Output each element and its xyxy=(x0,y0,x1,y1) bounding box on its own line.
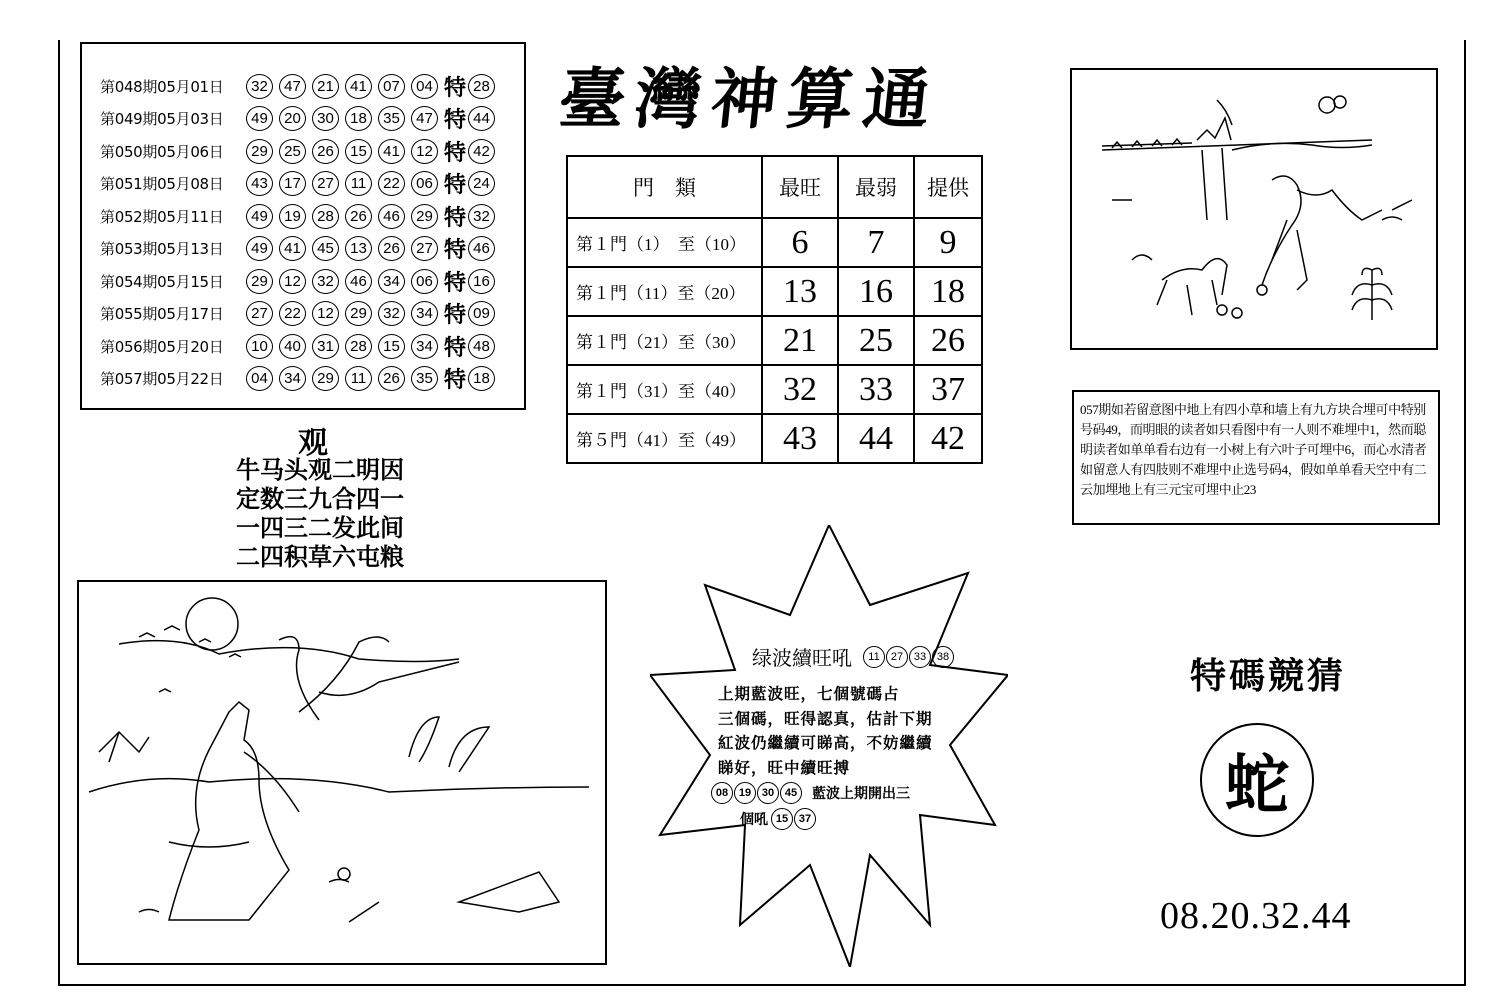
special-ball: 16 xyxy=(468,269,495,294)
draw-row xyxy=(100,135,524,168)
ball: 29 xyxy=(312,366,339,391)
ball: 27 xyxy=(886,646,908,668)
row-offer: 18 xyxy=(914,267,982,316)
ball: 38 xyxy=(932,646,954,668)
special-label: 特 xyxy=(444,237,467,264)
header-worst: 最弱 xyxy=(838,156,914,218)
ball: 28 xyxy=(345,334,372,359)
ball: 33 xyxy=(909,646,931,668)
draw-label: 第048期05月01日 xyxy=(100,77,224,96)
table-row xyxy=(567,316,982,365)
ball: 25 xyxy=(279,139,306,164)
special-label: 特 xyxy=(444,139,467,166)
ball: 10 xyxy=(246,334,273,359)
special-ball: 09 xyxy=(468,301,495,326)
ball: 27 xyxy=(411,236,438,261)
hint-text-box: 057期如若留意图中地上有四小草和墙上有九方块合埋可中特别号码49，而明眼的读者如只看图中有一人则不难埋中1，然而聪明读者如单单看右边有一小树上有六叶子可埋中6，而心水清者如留意人有四肢则不难埋中止选号码4，假如单单看天空中有二云加埋地上有三元宝可埋中止23 xyxy=(1072,390,1440,525)
illustration-scholar xyxy=(77,580,607,965)
table-row xyxy=(567,218,982,267)
ball: 49 xyxy=(246,236,273,261)
ball: 40 xyxy=(279,334,306,359)
draw-label: 第055期05月17日 xyxy=(100,305,224,324)
ball: 41 xyxy=(345,74,372,99)
draw-row xyxy=(100,363,524,396)
ball: 08 xyxy=(711,782,733,804)
poem-title: 观 xyxy=(298,426,328,461)
star-body xyxy=(718,682,933,780)
draw-row xyxy=(100,330,524,363)
row-label: 第１門（11）至（20） xyxy=(567,267,762,316)
header-category: 門 類 xyxy=(567,156,762,218)
ball: 29 xyxy=(246,269,273,294)
ball: 32 xyxy=(246,74,273,99)
special-label: 特 xyxy=(444,367,467,394)
special-label: 特 xyxy=(444,302,467,329)
recommended-numbers: 08.20.32.44 xyxy=(1160,895,1352,937)
row-worst: 33 xyxy=(838,365,914,414)
ball: 04 xyxy=(246,366,273,391)
special-label: 特 xyxy=(444,74,467,101)
special-ball: 24 xyxy=(468,171,495,196)
draw-label: 第057期05月22日 xyxy=(100,370,224,389)
row-worst: 16 xyxy=(838,267,914,316)
ball: 21 xyxy=(312,74,339,99)
ball: 12 xyxy=(411,139,438,164)
ball: 26 xyxy=(345,204,372,229)
ball: 15 xyxy=(771,808,793,830)
row-label: 第５門（41）至（49） xyxy=(567,414,762,463)
draw-label: 第050期05月06日 xyxy=(100,142,224,161)
row-offer: 37 xyxy=(914,365,982,414)
ball: 26 xyxy=(378,366,405,391)
row-label: 第１門（21）至（30） xyxy=(567,316,762,365)
ball: 43 xyxy=(246,171,273,196)
star-heading-text: 绿波續旺吼 xyxy=(752,646,852,670)
ball: 34 xyxy=(378,269,405,294)
special-label: 特 xyxy=(444,269,467,296)
ball: 19 xyxy=(734,782,756,804)
star-line: 睇好，旺中續旺搏 xyxy=(718,757,851,777)
draw-row xyxy=(100,200,524,233)
row-best: 13 xyxy=(762,267,838,316)
row-best: 43 xyxy=(762,414,838,463)
draw-row xyxy=(100,233,524,266)
ball: 32 xyxy=(312,269,339,294)
ball: 46 xyxy=(345,269,372,294)
ball: 34 xyxy=(279,366,306,391)
star-line: 三個碼，旺得認真，估計下期 xyxy=(718,708,933,728)
poem-line: 一四三二发此间 xyxy=(236,513,404,542)
ball: 41 xyxy=(279,236,306,261)
poem xyxy=(236,455,404,571)
draw-results-box xyxy=(80,42,526,410)
courtyard-drawing xyxy=(1072,70,1436,348)
ball: 06 xyxy=(411,269,438,294)
ball: 11 xyxy=(863,646,885,668)
ball: 18 xyxy=(345,106,372,131)
star-heading xyxy=(752,642,954,671)
table-row xyxy=(567,365,982,414)
ball: 04 xyxy=(411,74,438,99)
ball: 11 xyxy=(345,171,372,196)
star-foot2-text: 個吼 xyxy=(740,812,768,828)
row-label: 第１門（31）至（40） xyxy=(567,365,762,414)
special-ball: 18 xyxy=(468,366,495,391)
ball: 29 xyxy=(411,204,438,229)
draw-label: 第049期05月03日 xyxy=(100,110,224,129)
ball: 12 xyxy=(279,269,306,294)
row-label: 第１門（1） 至（10） xyxy=(567,218,762,267)
special-label: 特 xyxy=(444,172,467,199)
draw-label: 第056期05月20日 xyxy=(100,337,224,356)
zodiac-circle: 蛇 xyxy=(1200,723,1314,837)
draw-row xyxy=(100,103,524,136)
row-worst: 44 xyxy=(838,414,914,463)
draw-label: 第053期05月13日 xyxy=(100,240,224,259)
star-line: 上期藍波旺，七個號碼占 xyxy=(718,684,900,703)
star-line: 紅波仍繼續可睇高，不妨繼續 xyxy=(718,733,933,752)
ball: 47 xyxy=(411,106,438,131)
special-ball: 44 xyxy=(468,106,495,131)
draw-label: 第052期05月11日 xyxy=(100,207,224,226)
draw-row xyxy=(100,70,524,103)
ball: 19 xyxy=(279,204,306,229)
table-row xyxy=(567,267,982,316)
ball: 46 xyxy=(378,204,405,229)
special-label: 特 xyxy=(444,204,467,231)
star-foot-text: 藍波上期開出三 xyxy=(812,786,910,802)
ball: 13 xyxy=(345,236,372,261)
number-category-table xyxy=(566,155,983,464)
ball: 27 xyxy=(312,171,339,196)
ball: 37 xyxy=(794,808,816,830)
poem-line: 二四积草六屯粮 xyxy=(236,542,404,571)
draw-row xyxy=(100,168,524,201)
ball: 07 xyxy=(378,74,405,99)
star-foot-2 xyxy=(740,808,816,830)
ball: 29 xyxy=(345,301,372,326)
star-foot xyxy=(710,782,910,804)
special-ball: 48 xyxy=(468,334,495,359)
ball: 35 xyxy=(378,106,405,131)
row-worst: 25 xyxy=(838,316,914,365)
ball: 17 xyxy=(279,171,306,196)
ball: 12 xyxy=(312,301,339,326)
ball: 11 xyxy=(345,366,372,391)
row-offer: 42 xyxy=(914,414,982,463)
draw-row xyxy=(100,298,524,331)
ball: 15 xyxy=(345,139,372,164)
ball: 29 xyxy=(246,139,273,164)
ball: 49 xyxy=(246,106,273,131)
row-best: 21 xyxy=(762,316,838,365)
row-offer: 26 xyxy=(914,316,982,365)
special-ball: 28 xyxy=(468,74,495,99)
ball: 34 xyxy=(411,301,438,326)
ball: 20 xyxy=(279,106,306,131)
ball: 32 xyxy=(378,301,405,326)
poem-line: 定数三九合四一 xyxy=(236,484,404,513)
row-best: 6 xyxy=(762,218,838,267)
special-guess-title: 特碼競猜 xyxy=(1190,655,1347,697)
ball: 35 xyxy=(411,366,438,391)
ball: 28 xyxy=(312,204,339,229)
ball: 31 xyxy=(312,334,339,359)
draw-label: 第054期05月15日 xyxy=(100,272,224,291)
row-worst: 7 xyxy=(838,218,914,267)
ball: 45 xyxy=(312,236,339,261)
illustration-courtyard xyxy=(1070,68,1438,350)
header-best: 最旺 xyxy=(762,156,838,218)
ball: 26 xyxy=(378,236,405,261)
row-offer: 9 xyxy=(914,218,982,267)
ball: 06 xyxy=(411,171,438,196)
ball: 49 xyxy=(246,204,273,229)
table-row xyxy=(567,414,982,463)
draw-label: 第051期05月08日 xyxy=(100,175,224,194)
ball: 27 xyxy=(246,301,273,326)
special-ball: 42 xyxy=(468,139,495,164)
ball: 26 xyxy=(312,139,339,164)
special-ball: 46 xyxy=(468,236,495,261)
ball: 45 xyxy=(780,782,802,804)
special-label: 特 xyxy=(444,107,467,134)
special-label: 特 xyxy=(444,334,467,361)
ball: 15 xyxy=(378,334,405,359)
ball: 30 xyxy=(312,106,339,131)
row-best: 32 xyxy=(762,365,838,414)
scholar-drawing xyxy=(79,582,605,963)
ball: 22 xyxy=(279,301,306,326)
special-ball: 32 xyxy=(468,204,495,229)
poem-line: 牛马头观二明因 xyxy=(236,455,404,484)
header-offer: 提供 xyxy=(914,156,982,218)
ball: 41 xyxy=(378,139,405,164)
ball: 30 xyxy=(757,782,779,804)
ball: 47 xyxy=(279,74,306,99)
page-title: 臺灣神算通 xyxy=(555,60,944,138)
ball: 34 xyxy=(411,334,438,359)
draw-row xyxy=(100,265,524,298)
ball: 22 xyxy=(378,171,405,196)
